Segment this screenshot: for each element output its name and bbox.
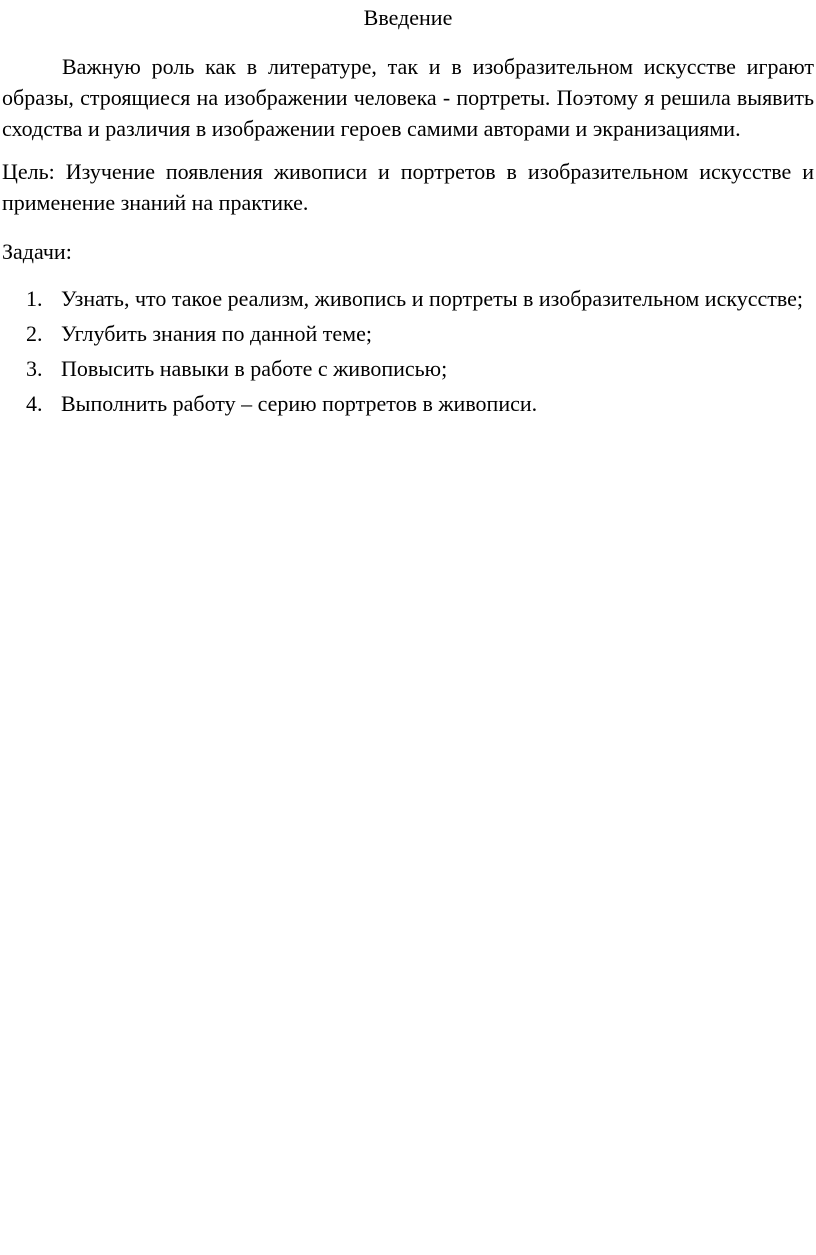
tasks-heading: Задачи: bbox=[2, 239, 72, 264]
page-title: Введение bbox=[363, 5, 453, 30]
list-item-number: 2. bbox=[26, 321, 43, 346]
list-item-number: 1. bbox=[26, 286, 43, 311]
list-item-number: 4. bbox=[26, 391, 43, 416]
intro-paragraph: Важную роль как в литературе, так и в изобразительном искусстве играют образы, строящиеся на изображении человека - портреты. Поэтому я решила выявить сходства и различия в изображении героев самими авторами и экранизациями. bbox=[2, 54, 814, 141]
list-item bbox=[2, 353, 814, 384]
list-item bbox=[2, 318, 814, 349]
list-item bbox=[2, 388, 814, 419]
tasks-list bbox=[2, 283, 814, 419]
list-item-text: Выполнить работу – серию портретов в живописи. bbox=[61, 391, 538, 416]
list-item-number: 3. bbox=[26, 356, 43, 381]
list-item-text: Повысить навыки в работе с живописью; bbox=[61, 356, 448, 381]
list-item bbox=[2, 283, 814, 314]
list-item-text: Углубить знания по данной теме; bbox=[61, 321, 372, 346]
list-item-text: Узнать, что такое реализм, живопись и портреты в изобразительном искусстве; bbox=[61, 286, 803, 311]
goal-paragraph: Цель: Изучение появления живописи и портретов в изобразительном искусстве и применение знаний на практике. bbox=[2, 159, 814, 215]
